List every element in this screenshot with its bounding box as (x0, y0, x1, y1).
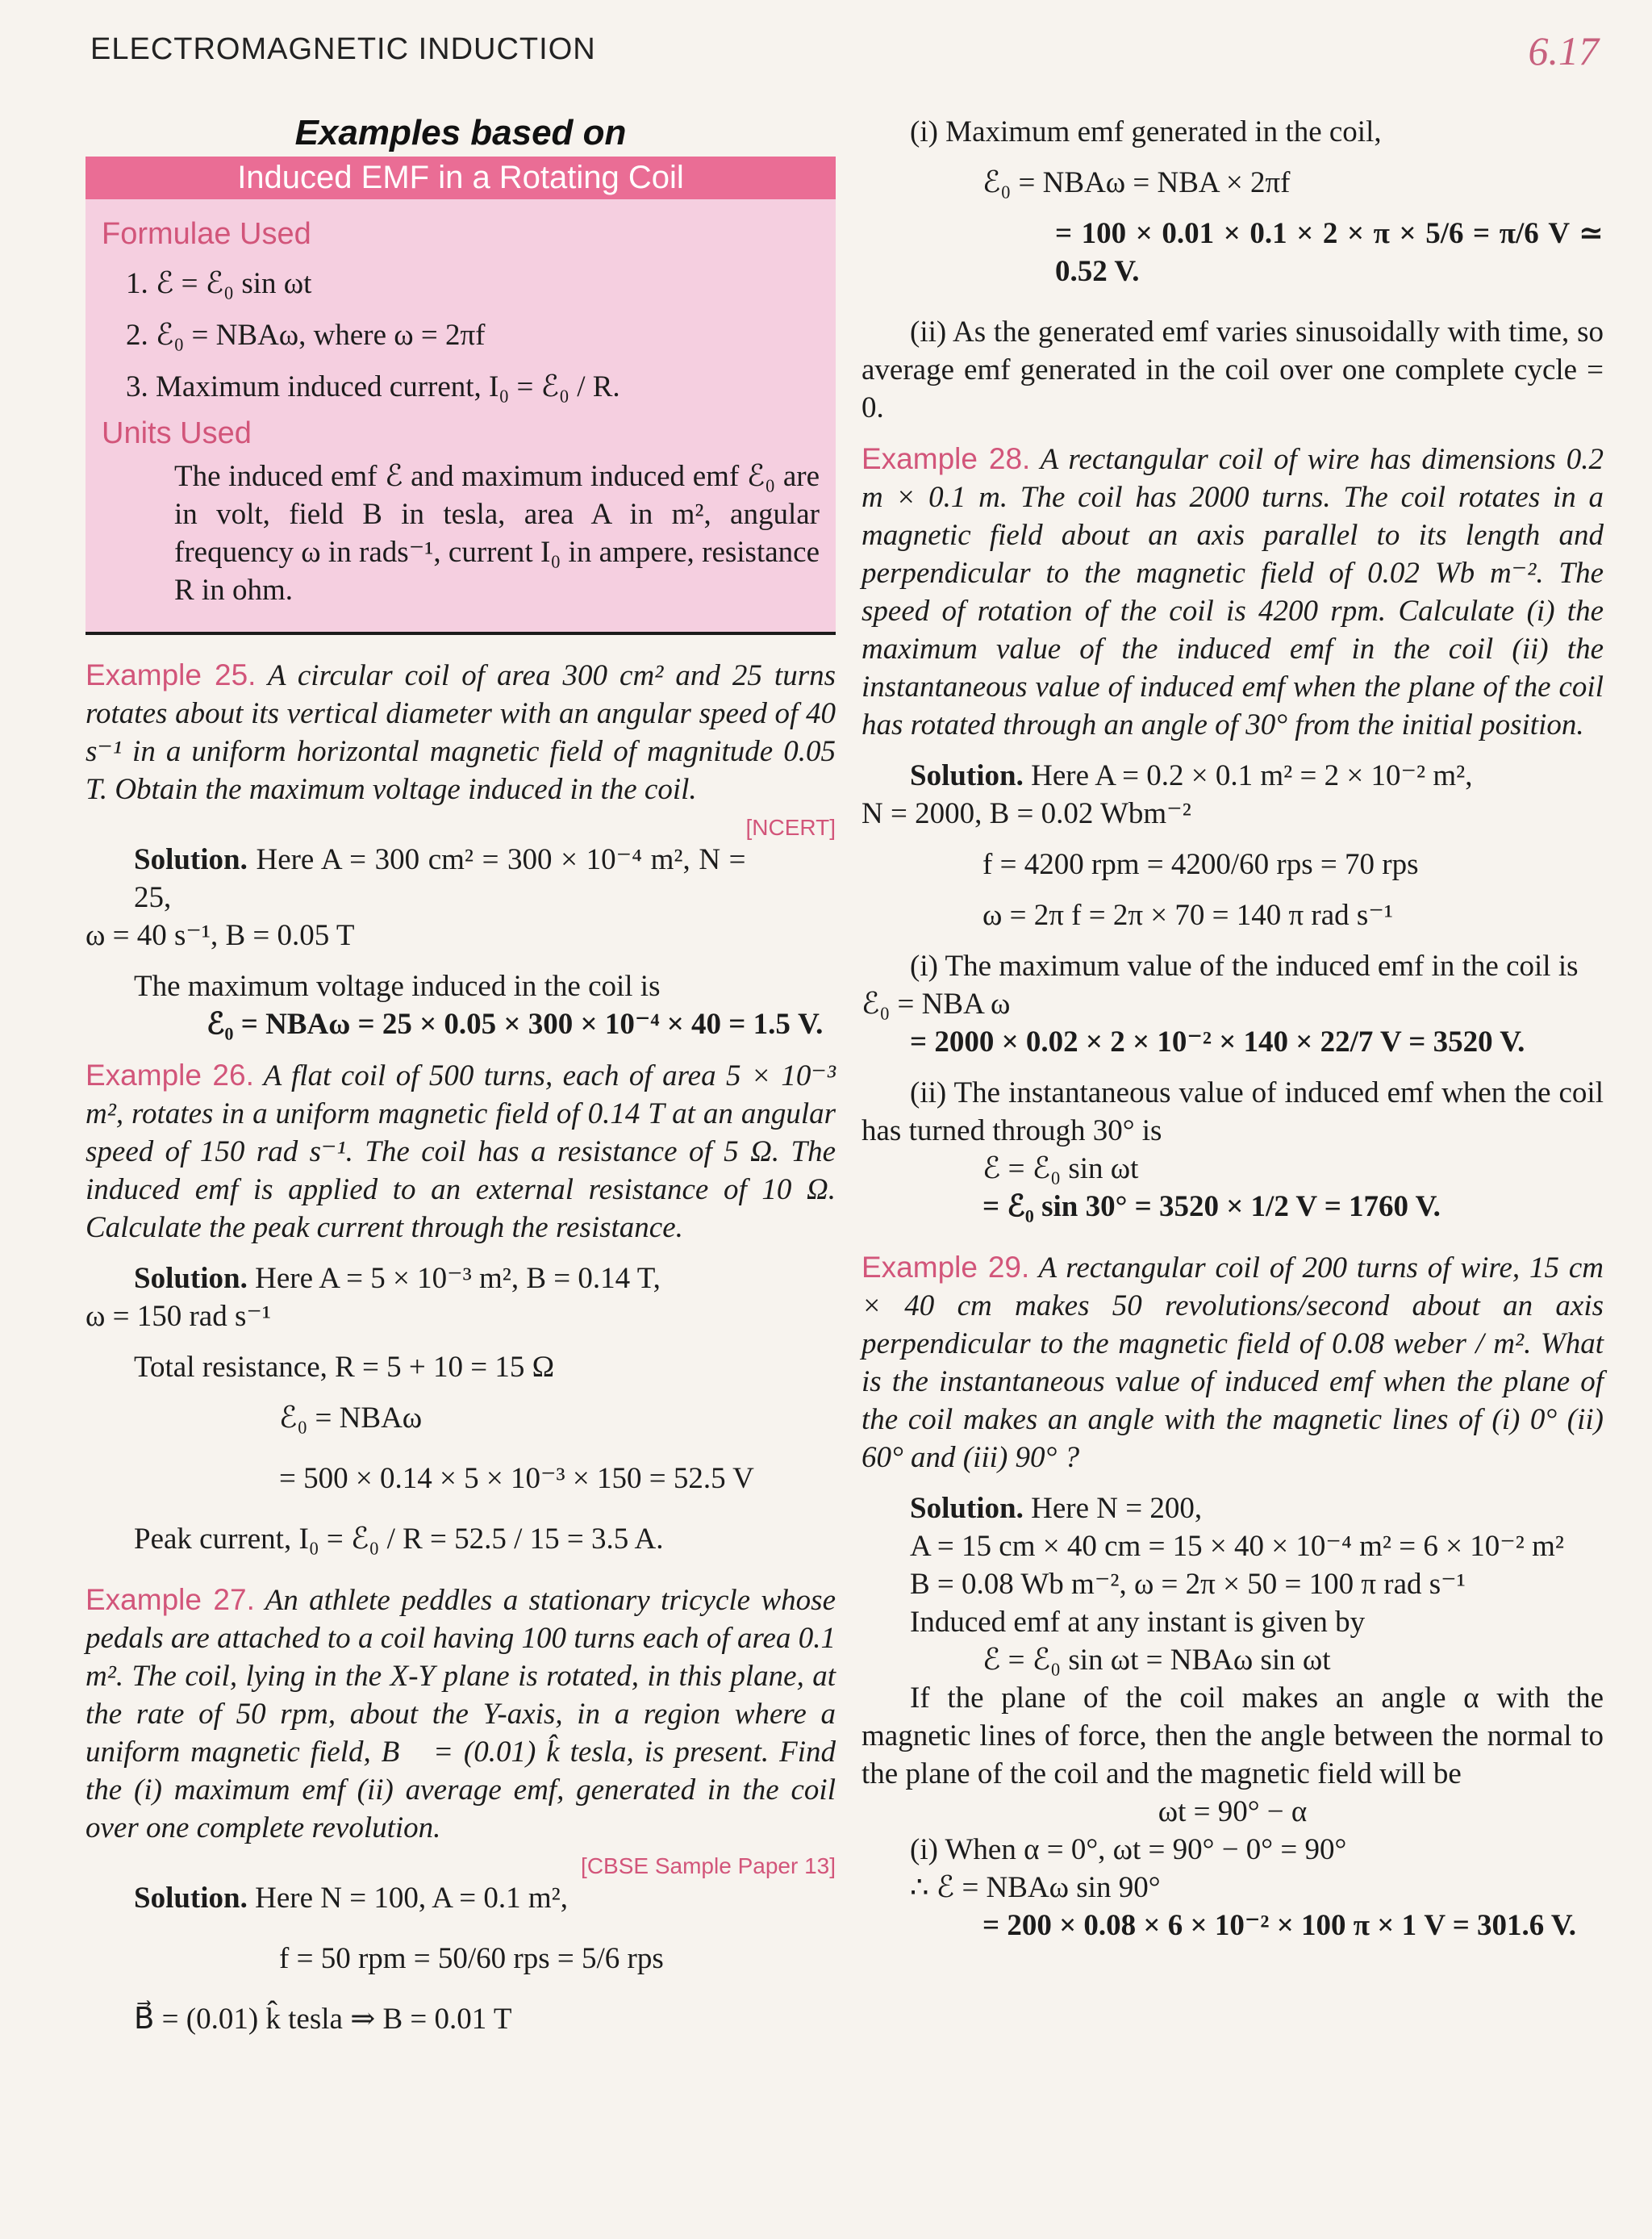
ex26-solution-4: ℰ₀ = NBAω (279, 1401, 423, 1435)
ex25-solution-3: The maximum voltage induced in the coil is (134, 970, 661, 1003)
ex26-solution-1 (86, 1259, 836, 1297)
solution-label: Solution. (134, 1882, 248, 1915)
example-27-text: An athlete peddles a stationary tricycle whose pedals are attached to a coil having 100 turns each of area 0.1 m². The coil, lying in the X-Y plane is rotated, in this plane, at the rate of 50 rpm, about the Y-axis, in a region where a uniform magnetic field, B⃗ = (0.01) k̂ tesla, is present. Find the (i) maximum emf (ii) average emf, generated in the coil over one complete revolution. (86, 1584, 836, 1844)
example-29-text: A rectangular coil of 200 turns of wire, 15 cm × 40 cm makes 50 revolutions/second about an axis perpendicular to the magnetic field of 0.08 weber / m². What is the instantaneous value of induced emf when the plane of the coil makes an angle with the magnetic lines of (i) 0° (ii) 60° and (iii) 90° ? (861, 1251, 1604, 1474)
example-28-label: Example 28. (861, 442, 1031, 475)
left-column (86, 113, 836, 2038)
ex26-sol-text-1: Here A = 5 × 10⁻³ m², B = 0.14 T, (255, 1262, 661, 1295)
example-25-label: Example 25. (86, 658, 257, 691)
example-28 (861, 440, 1604, 744)
ex27-sol-text-1: Here N = 100, A = 0.1 m², (255, 1882, 568, 1915)
ex26-solution-3: Total resistance, R = 5 + 10 = 15 Ω (134, 1351, 555, 1384)
ex28-solution-1 (861, 757, 1604, 795)
ex27-solution-3: B⃗ = (0.01) k̂ tesla ⇒ B = 0.01 T (134, 2003, 512, 2036)
ex29-solution-7: ωt = 90° − α (1158, 1795, 1308, 1828)
ex27-cont-1: (i) Maximum emf generated in the coil, (910, 115, 1382, 148)
example-25-ref-line (86, 808, 836, 841)
example-25 (86, 656, 836, 808)
solution-label: Solution. (134, 843, 248, 876)
box-title: Examples based on (294, 113, 627, 152)
ex25-solution-4: ℰ₀ = NBAω = 25 × 0.05 × 300 × 10⁻⁴ × 40 = 1.5 V. (206, 1008, 824, 1041)
example-25-text: A circular coil of area 300 cm² and 25 turns rotates about its vertical diameter with an angular speed of 40 s⁻¹ in a uniform horizontal magnetic field of magnitude 0.05 T. Obtain the maximum voltage induced in the coil. (86, 659, 836, 806)
ex25-sol-text-1: Here A = 300 cm² = 300 × 10⁻⁴ m², N = 25, (134, 843, 746, 914)
example-28-text: A rectangular coil of wire has dimensions 0.2 m × 0.1 m. The coil has 2000 turns. The coil rotates in a magnetic field about an axis parallel to its length and perpendicular to the magnetic field of 0.02 Wb m⁻². The speed of rotation of the coil is 4200 rpm. Calculate (i) the maximum value of the induced emf in the coil (ii) the instantaneous value of induced emf when the plane of the coil has rotated through an angle of 30° from the initial position. (861, 443, 1604, 741)
ex28-solution-5: (i) The maximum value of the induced emf in the coil is (910, 950, 1579, 983)
ex29-solution-8: (i) When α = 0°, ωt = 90° − 0° = 90° (910, 1833, 1347, 1866)
example-26 (86, 1056, 836, 1247)
units-text: The induced emf ℰ and maximum induced emf ℰ₀ are in volt, field B in tesla, area A in m², angular frequency ω in rads⁻¹, current I₀ in ampere, resistance R in ohm. (174, 460, 820, 607)
ex28-solution-3: f = 4200 rpm = 4200/60 rps = 70 rps (982, 848, 1419, 881)
ex28-solution-10: = ℰ₀ sin 30° = 3520 × 1/2 V = 1760 V. (982, 1190, 1441, 1223)
example-25-ref: [NCERT] (745, 815, 836, 840)
ex29-solution-2: A = 15 cm × 40 cm = 15 × 40 × 10⁻⁴ m² = 6 × 10⁻² m² (910, 1530, 1564, 1563)
formula-3: 3. Maximum induced current, I₀ = ℰ₀ / R. (126, 370, 620, 403)
solution-label: Solution. (910, 759, 1024, 792)
formula-2: 2. ℰ₀ = NBAω, where ω = 2πf (126, 319, 486, 352)
ex28-sol-text-1: Here A = 0.2 × 0.1 m² = 2 × 10⁻² m², (1031, 759, 1473, 792)
ex27-solution-1 (86, 1879, 836, 1917)
example-27-label: Example 27. (86, 1583, 255, 1616)
box-banner: Induced EMF in a Rotating Coil (86, 157, 836, 199)
ex28-solution-8: (ii) The instantaneous value of induced emf when the coil has turned through 30° is (861, 1076, 1604, 1147)
example-27-ref-line (86, 1847, 836, 1879)
ex29-sol-text-1: Here N = 200, (1031, 1492, 1203, 1525)
solution-label: Solution. (134, 1262, 248, 1295)
ex25-solution-2: ω = 40 s⁻¹, B = 0.05 T (86, 919, 355, 952)
ex29-solution-9: ∴ ℰ = NBAω sin 90° (910, 1871, 1161, 1904)
ex27-cont-2: ℰ₀ = NBAω = NBA × 2πf (982, 166, 1291, 199)
ex29-solution-6: If the plane of the coil makes an angle α with the magnetic lines of force, then the angle between the normal to the plane of the coil and the magnetic field will be (861, 1681, 1604, 1790)
page-number: 6.17 (1528, 28, 1599, 73)
ex26-solution-2: ω = 150 rad s⁻¹ (86, 1300, 271, 1333)
ex28-solution-6: ℰ₀ = NBA ω (861, 988, 1011, 1021)
running-header: ELECTROMAGNETIC INDUCTION (90, 32, 596, 66)
right-column (861, 113, 1604, 1945)
ex26-solution-6: Peak current, I₀ = ℰ₀ / R = 52.5 / 15 = 3.5 A. (134, 1523, 664, 1556)
example-26-label: Example 26. (86, 1059, 254, 1092)
example-29 (861, 1248, 1604, 1477)
ex29-solution-3: B = 0.08 Wb m⁻², ω = 2π × 50 = 100 π rad s⁻¹ (910, 1568, 1466, 1601)
example-26-text: A flat coil of 500 turns, each of area 5 × 10⁻³ m², rotates in a uniform magnetic field of 0.14 T at an angular speed of 150 rad s⁻¹. The coil has a resistance of 5 Ω. The induced emf is applied to an external resistance of 10 Ω. Calculate the peak current through the resistance. (86, 1059, 836, 1244)
formula-box (86, 199, 836, 635)
example-29-label: Example 29. (861, 1251, 1030, 1284)
ex28-solution-2: N = 2000, B = 0.02 Wbm⁻² (861, 797, 1191, 830)
ex28-solution-9: ℰ = ℰ₀ sin ωt (982, 1152, 1139, 1185)
solution-label: Solution. (910, 1492, 1024, 1525)
ex26-solution-5: = 500 × 0.14 × 5 × 10⁻³ × 150 = 52.5 V (279, 1462, 754, 1495)
example-27-ref: [CBSE Sample Paper 13] (581, 1853, 836, 1878)
formula-1: 1. ℰ = ℰ₀ sin ωt (126, 267, 312, 300)
ex28-solution-4: ω = 2π f = 2π × 70 = 140 π rad s⁻¹ (982, 899, 1393, 932)
ex29-solution-5: ℰ = ℰ₀ sin ωt = NBAω sin ωt (982, 1644, 1331, 1677)
ex29-solution-1 (861, 1489, 1604, 1527)
ex27-cont-3: = 100 × 0.01 × 0.1 × 2 × π × 5/6 = π/6 V ≃ 0.52 V. (1055, 217, 1604, 288)
ex27-cont-4: (ii) As the generated emf varies sinusoidally with time, so average emf generated in the coil over one complete cycle = 0. (861, 315, 1604, 424)
units-heading: Units Used (102, 416, 252, 450)
ex27-solution-2: f = 50 rpm = 50/60 rps = 5/6 rps (279, 1942, 664, 1975)
ex29-solution-10: = 200 × 0.08 × 6 × 10⁻² × 100 π × 1 V = 301.6 V. (982, 1909, 1577, 1942)
ex25-solution-1 (86, 841, 836, 917)
ex29-solution-4: Induced emf at any instant is given by (910, 1606, 1366, 1639)
formulae-heading: Formulae Used (102, 217, 311, 251)
example-27 (86, 1581, 836, 1847)
ex28-solution-7: = 2000 × 0.02 × 2 × 10⁻² × 140 × 22/7 V = 3520 V. (910, 1026, 1525, 1059)
